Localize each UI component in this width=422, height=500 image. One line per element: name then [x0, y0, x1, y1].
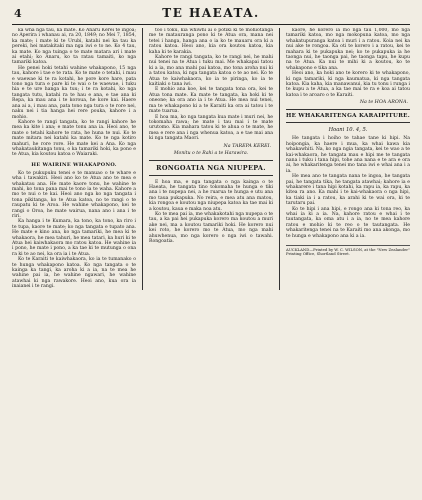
column-left	[12, 28, 136, 290]
scripture-reference: Hoani 10. 4, 5.	[328, 127, 368, 134]
page-number: 4	[14, 7, 22, 20]
article-place: Monitu o te Rahi a te Harawira.	[173, 150, 249, 156]
article-paragraph: Heoi ano, ka hoki ano te korero ki te whakapono, ki nga tamariki, ki nga kaumatua, ki nga tangata katoa. Kia kaha, kia manawanui, kia tu tonu i runga i te kupu a te Atua, a ka tae mai te ra e koa ai tatou katoa i te aroaro o te Karaiti.	[285, 71, 410, 98]
printer-imprint: AUCKLAND—Printed by W. C. WILSON, at the "New Zealander" Printing Office, Shortland Street.	[285, 247, 410, 257]
article-paragraph: too i toku, kia whiwhi ai o potiki ki te mohiotanga me te matauranga pono ki te Atua ora, mana nei tetei i hanga, hanga ana o ia ko te mauaru ora ki a ratou katoa. Heoi ano, kia ora koutou katoa, kia kaha ki te karakia.	[148, 28, 274, 55]
column-divider	[279, 28, 280, 290]
header-rule	[12, 24, 410, 25]
article-paragraph: He penei hoki tetahi wahine whakapono, 15 nga tau, kahore i tae e te rata. Ko te mate o tetahi, i mau e waewae ki te ra kotahi, he pore kore hare, pata tono nga tura e pare ki te wai o te waewae, i tuku hia e te ure hanga ka tuu; i te ra kotahi, ko nga tangata tutu, katahi ra te hau e ana, e tae ana ki Repa, ka mau ana i te koroua, he kore kai. Haere ana ai a, i mau ana, pata tono nga tura o te rore nei, naku nei i tia hanga hei rere pouka, kahore i a mohio.	[12, 65, 137, 120]
article-paragraph: E hoa ma, e nga tangata o nga kainga o te Haeata, he tangata tino tokomaha te hunga e tiki ana i te nupepa nei, a he ruarua te hunga e utu ana mo taua pukapuka. No reira, e mea atu ana matou, kia rongoa e koutou nga niupepa katoa ka tae mai ki a koutou, kaua e maka noa atu.	[148, 179, 274, 212]
column-middle	[149, 28, 273, 290]
article-paragraph: Ko te Karaiti te kaiwhakaora, ko ia te tumanako o te hunga whakapono katoa. Ko nga tangata o te kainga ka tangi, ka aroha ki a ia, na te mea he wahine pai ia, he wahine ngawari, he wahine atawhai ki nga rawakore. Heoi ano, kua ora ia inaianei i te rangi.	[12, 257, 137, 290]
article-paragraph: Ka hanga i te Kumara, ka tono, ka tono, ka riro i te tupa, kaore te mate; ko nga tangata e tupato ana. He mate e kino ana, ko nga tamariki, he mea ki te whakaora, he mea tahuri, he mea tatari, ka huri ki te Atua hei kaiwhakaora mo ratou katoa. He wahine ia i pono, he mate i pono, a ka tae ki te mutunga o ona ra ki te ao nei, ka ora ia i te Atua.	[12, 219, 137, 257]
article-paragraph: Ko te hipi i ana hipi, e rongo ana ki tona reo, ka whai ia ki a ia. Na, kahore ratou e whai i te tautangata, ka oma atu i a ia, no te mea kahore ratou e mohio ki te reo o te tautangata. He whakaritenga tenei na te Karaiti mo ana akonga, mo te hunga e whakapono ana ki a ia.	[285, 206, 410, 239]
article-paragraph: E mohio ana koe, kei te tangata tona ora, kei te Atua tona mate. Ka mate te tangata, ka hoki ki te oneone; ka ora ano ia i te Atua. He mea nui tenei, ma te whakapono ki a te Karaiti ka ora ai tatou i te mate tuarua.	[148, 87, 274, 115]
article-paragraph: E hoa ma, ko nga tangata kua mate i muri nei, he tokomaha rawa; he mate i tau mai i te mate urutomo. Kia mahara tatou ki te ahua o te mate, he mea e rere ana i nga whenua katoa, a e tae mai ana ki nga tangata Maori.	[148, 114, 274, 142]
article-paragraph: He tangata i hoiho te tahae tane ki hipi. Na hoipongia, ka haere i mua, ka whai kawa kia whakawhiti. Na, ko nga ngia tangata, kei te wao a te kai-whakaora, he tangata mau e hipi me te tangata nana i tuku i tana hipi, tohe ana nana e te ara e ora ai, he whakaritenga tenei mo tana iwi e whai ana i a ia.	[285, 136, 410, 174]
article-paragraph: Kahore te rangi tangata, ko te rangi nei, he mahi nui tenei na te Atua i tuku mai. Me whakapai tatou ki a ia, mo ana mahi pai katoa, mo tona aroha nui ki a tatou katoa, ki nga tangata katoa o te ao nei. Ko te Atua te kaiwhakaora, ko ia te piringa, ko ia te kaitiaki o tana iwi.	[148, 55, 274, 88]
article-signature: Na te HOA ARONA.	[359, 100, 408, 106]
article-paragraph: ka wha nga tau, ka mate. Ko Anaru Kerei te ingoa; no Aperira i whanau ai, ra 20, 1849; no Mei 7, 1854, ka mate; i mate ki te Urubi, katahi nei ka tau ka pereki, hei matakitaki ma nga iwi e to ne. Ko 4 tau, ka mate. Ko nga tuinga o te mate matara ari i mate ai etahi; ko Anaru, ko ta ratau tamaiti, ko nga tamariki katoa.	[12, 28, 137, 66]
column-divider	[142, 28, 143, 290]
section-heading: HE WHAKARITENGA KARAIPITURE.	[286, 113, 410, 120]
article-signature: Na TAREPA KEREI.	[223, 143, 272, 149]
article-paragraph: He mea ano te tangata nana te ingoa, he tangata pai, he tangata tika, he tangata atawhai; kahore ia e whakarere i tana hipi kotahi, ka rapu ia, ka rapu, ka kitea ra ano. Ka mahi i te kai-whakaora o nga hipi, ka tiaki ia i a ratou, ka arahi ki te wai ora, ki te tarutaru pai.	[285, 174, 410, 207]
section-heading-box	[149, 160, 273, 176]
article-columns	[12, 28, 410, 290]
section-heading: HE WAIRINE WHAKAPONO.	[31, 161, 117, 168]
section-heading: RONGOATIA NGA NIUPEPA.	[156, 163, 266, 172]
column-right	[286, 28, 410, 290]
article-paragraph: Ko te pukupuku tenei e te manuao o te whare e wha i tawakiri. Heoi ano ko te Atua ano te mea e whakatau ana. He mate kaore tonu, he wahine te mahi, ko tona pana mai te tono ia te waha. Kahore a mo te nui o te kai. Heoi ano nga ko nga tangata i tona pikitanga, ko te Atua katoa, no te rangi o te raupatu ki te Aroa. He wahine whakapono, kei te rangi o Oroa, he mate wairua, nana ano i ana i te riri.	[12, 170, 137, 219]
article-paragraph: Kahore te rangi tangata, ko te rangi kahore he mea ka kite i ana; e mate tonu ana ia. Heoi ano, te mate o tetahi kahore te rata, he huna te nui. Ko te mate mitara nei katahi ka mate. Ko te nga kotiro mahuri, he rore rore. He mate kei a Ana. Ko nga whakataukitanga tonu, o ka tamariki hoki, ka pono e te Atua, kia koutou katoa o Waiaraki.	[12, 119, 137, 158]
article-paragraph: kaore, he korero ia mo nga tau 1,000, mo nga tamariki katoa, mo nga mokopuna katoa, mo nga whakatupuranga katoa i muri i a ratou. Koia nei ka nui ake te rongoa. Ka oti te korero i a ratou, kei te mahara ki te pukapuka nei; ko te pukapuka ia he taonga nui, he taonga pai, he taonga tapu, he kupu na te Atua. Ka nui te mihi ki a koutou, ko te whakapono e tika ana.	[285, 28, 410, 71]
article-paragraph: Ko te mea pai ia, me whakakotahi nga nupepa o te tau, a ka pai hei pukapuka korero ma koutou a muri ake nei, ma a koutou tamariki hoki. He korero nui kei roto, he korero mo te Atua, mo nga mahi ahuwhenua, mo nga korero o nga iwi o tawahi. Rongoatia.	[148, 211, 274, 244]
page-header	[12, 6, 410, 22]
masthead-title: TE HAEATA.	[162, 6, 260, 20]
section-heading-box	[286, 109, 410, 123]
